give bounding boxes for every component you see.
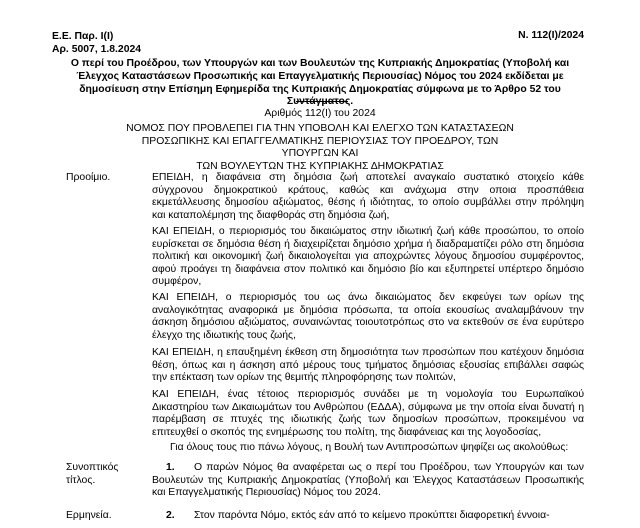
law-title-line: ΝΟΜΟΣ ΠΟΥ ΠΡΟΒΛΕΠΕΙ ΓΙΑ ΤΗΝ ΥΠΟΒΟΛΗ ΚΑΙ ΕΛΕΓΧΟ ΤΩΝ ΚΑΤΑΣΤΑΣΕΩΝ bbox=[126, 123, 514, 134]
margin-note-line: τίτλος. bbox=[66, 474, 96, 486]
margin-note-short-title bbox=[66, 462, 118, 487]
law-title-line: ΤΩΝ ΒΟΥΛΕΥΤΩΝ ΤΗΣ ΚΥΠΡΙΑΚΗΣ ΔΗΜΟΚΡΑΤΙΑΣ bbox=[196, 160, 444, 172]
divider bbox=[296, 101, 348, 102]
section-text: Στον παρόντα Νόμο, εκτός εάν από το κείμενο προκύπτει διαφορετική έννοια- bbox=[194, 510, 550, 521]
law-number: Αριθμός 112(Ι) του 2024 bbox=[264, 108, 376, 119]
law-title-line: ΠΡΟΣΩΠΙΚΗΣ ΚΑΙ ΕΠΑΓΓΕΛΜΑΤΙΚΗΣ ΠΕΡΙΟΥΣΙΑΣ ΤΟΥ ΠΡΟΕΔΡΟΥ, ΤΩΝ ΥΠΟΥΡΓΩΝ ΚΑΙ bbox=[141, 135, 499, 160]
preamble-paragraph: ΚΑΙ ΕΠΕΙΔΗ, ο περιορισμός του δικαιώματος στην ιδιωτική ζωή κάθε προσώπου, το οποίο ευρίσκεται σε δημόσια θέση ή διαχειρίζεται δημόσιο χρήμα ή διαδραματίζει ρόλο στη δημόσια πολιτική και οικονομική ζωή δικαιολογείται για αποχρώντες λόγους δημοσίου συμφέροντος, αφού προάγει τη διαφάνεια στον πολιτικό και δημόσιο βίο και εξυπηρετεί υπέρτερο δημόσιο συμφέρον, bbox=[152, 226, 584, 288]
margin-note-preamble: Προοίμιο. bbox=[66, 172, 111, 183]
section-1 bbox=[152, 462, 584, 500]
section-text: Ο παρών Νόμος θα αναφέρεται ως ο περί του Προέδρου, των Υπουργών και των Βουλευτών της Κυπριακής Δημοκρατίας (Υποβολή και Έλεγχος Καταστάσεων Προσωπικής και Επαγγελματικής Περιουσίας) Νόμος του 2024. bbox=[152, 462, 584, 499]
gazette-part: Ε.Ε. Παρ. Ι(Ι) bbox=[52, 31, 114, 42]
gazette-issue-date: Αρ. 5007, 1.8.2024 bbox=[52, 44, 142, 55]
law-title bbox=[122, 123, 518, 173]
enacting-clause: Για όλους τους πιο πάνω λόγους, η Βουλή των Αντιπροσώπων ψηφίζει ως ακολούθως: bbox=[170, 442, 569, 453]
margin-note-interpretation: Ερμηνεία. bbox=[66, 510, 112, 521]
gazette-reference bbox=[52, 30, 141, 56]
publication-notice: Ο περί του Προέδρου, των Υπουργών και των Βουλευτών της Κυπριακής Δημοκρατίας (Υποβολή και Έλεγχος Καταστάσεων Προσωπικής και Επαγγελματικής Περιουσίας) Νόμος του 2024 εκδίδεται με δημοσίευση στην Επίσημη Εφημερίδα της Κυπριακής Δημοκρατίας σύμφωνα με το Άρθρο 52 του Συντάγματος. bbox=[70, 58, 570, 108]
margin-note-line: Συνοπτικός bbox=[66, 462, 119, 473]
preamble-paragraph: ΕΠΕΙΔΗ, η διαφάνεια στη δημόσια ζωή αποτελεί αναγκαίο συστατικό στοιχείο κάθε σύγχρονου δημοκρατικού κράτους, καθώς και ανάχωμα στην οποια προσπάθεια εκμετάλλευσης δημοσίου αξιώματος, θέσης ή ιδιότητας, το οποίο συμβάλλει στην πρόληψη και καταπολέμηση της διαφθοράς στη δημόσια ζωή, bbox=[152, 172, 584, 221]
preamble-paragraph: ΚΑΙ ΕΠΕΙΔΗ, η επαυξημένη έκθεση στη δημοσιότητα των προσώπων που κατέχουν δημόσια θέση, όπως και η άσκηση από μέρους τους τμήματος δημόσιας εξουσίας επιβάλλει σαφώς την επέκταση των ορίων της θεμιτής πληροφόρησης των πολιτών, bbox=[152, 347, 584, 384]
section-number: 2. bbox=[166, 510, 175, 521]
law-number-header: Ν. 112(Ι)/2024 bbox=[518, 30, 584, 41]
section-number: 1. bbox=[166, 462, 175, 473]
preamble-paragraph: ΚΑΙ ΕΠΕΙΔΗ, ο περιορισμός του ως άνω δικαιώματος δεν εκφεύγει των ορίων της αναλογικότητας αναφορικά με δημόσια πρόσωπα, τα οποία εκουσίως αναλαμβάνουν την άσκηση δημόσιου αξιώματος, συναινώντας τοιουτοτρόπως στο να εκτεθούν σε ένα ευρύτερο έλεγχο της ιδιωτικής τους ζωής, bbox=[152, 292, 584, 341]
section-2 bbox=[152, 510, 584, 523]
preamble-paragraph: ΚΑΙ ΕΠΕΙΔΗ, ένας τέτοιος περιορισμός συνάδει με τη νομολογία του Ευρωπαϊκού Δικαστηρίου των Δικαιωμάτων του Ανθρώπου (ΕΔΔΑ), σύμφωνα με την οποία είναι δυνατή η παρέμβαση σε πτυχές της ιδιωτικής ζωής των δημοσίων προσώπων, προκειμένου να επιτευχθεί ο σκοπός της ενημέρωσης του πολίτη, της διαφάνειας και της λογοδοσίας, bbox=[152, 389, 584, 438]
